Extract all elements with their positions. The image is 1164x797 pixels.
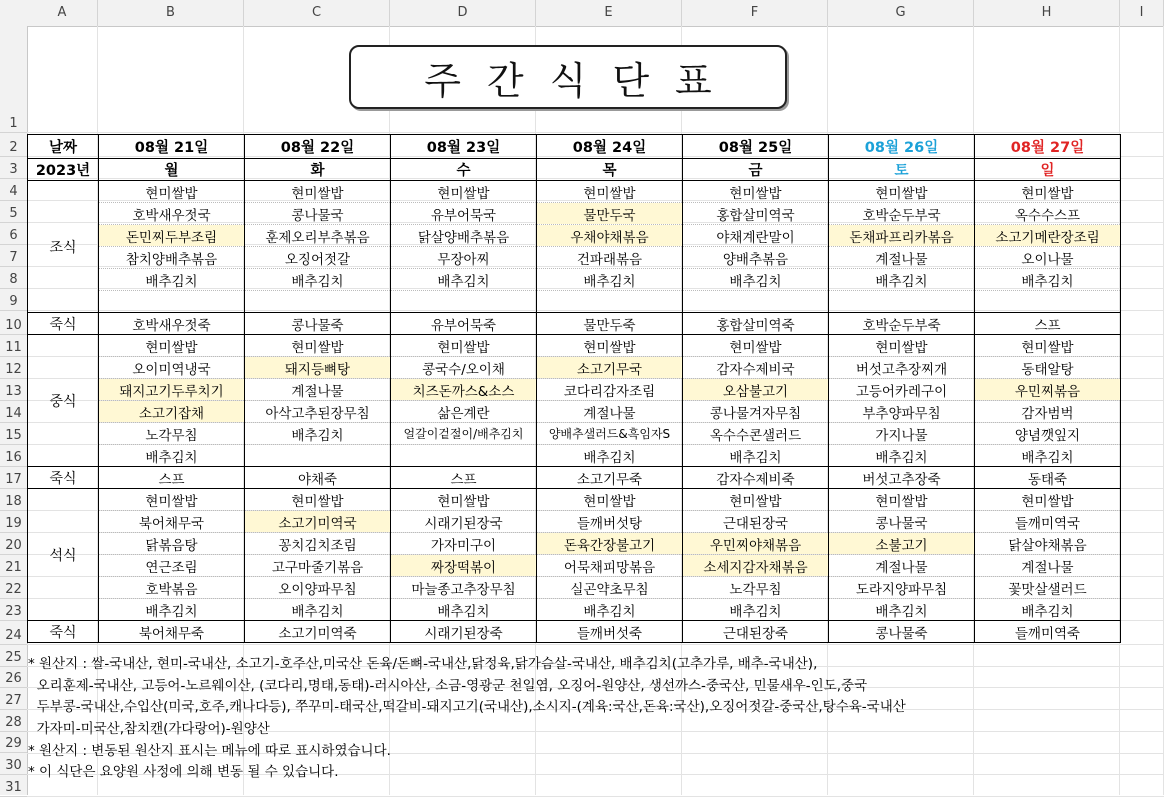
menu-item[interactable]: 현미쌀밥: [829, 181, 975, 203]
row-header-18[interactable]: 18: [0, 489, 27, 511]
menu-item[interactable]: 코다리감자조림: [537, 379, 683, 401]
porridge-item[interactable]: 들깨미역죽: [975, 621, 1121, 643]
menu-item[interactable]: 들깨버섯탕: [537, 511, 683, 533]
menu-item[interactable]: 배추김치: [391, 269, 537, 291]
menu-item[interactable]: 현미쌀밥: [975, 335, 1121, 357]
porridge-item[interactable]: 야채죽: [245, 467, 391, 489]
row-header-2[interactable]: 2: [0, 133, 27, 157]
row-header-28[interactable]: 28: [0, 710, 27, 732]
porridge-item[interactable]: 콩나물죽: [829, 621, 975, 643]
weekday-cell[interactable]: 토: [829, 159, 975, 181]
menu-item[interactable]: 얼갈이겉절이/배추김치: [391, 423, 537, 445]
menu-item[interactable]: 배추김치: [245, 599, 391, 621]
row-header-25[interactable]: 25: [0, 645, 27, 667]
column-header-f[interactable]: F: [682, 0, 828, 26]
menu-item[interactable]: [99, 291, 245, 313]
row-header-8[interactable]: 8: [0, 267, 27, 289]
menu-item[interactable]: 꽁치김치조림: [245, 533, 391, 555]
date-cell[interactable]: 08월 23일: [391, 135, 537, 159]
menu-item[interactable]: 버섯고추장찌개: [829, 357, 975, 379]
menu-item[interactable]: 노각무침: [683, 577, 829, 599]
menu-item[interactable]: 훈제오리부추볶음: [245, 225, 391, 247]
weekday-cell[interactable]: 일: [975, 159, 1121, 181]
menu-item[interactable]: 소고기메란장조림: [975, 225, 1121, 247]
menu-item[interactable]: [245, 291, 391, 313]
menu-item[interactable]: 현미쌀밥: [537, 335, 683, 357]
menu-item[interactable]: 계절나물: [829, 247, 975, 269]
column-header-c[interactable]: C: [244, 0, 390, 26]
porridge-item[interactable]: 물만두죽: [537, 313, 683, 335]
menu-item[interactable]: 계절나물: [537, 401, 683, 423]
menu-item[interactable]: 현미쌀밥: [537, 181, 683, 203]
menu-item[interactable]: 닭볶음탕: [99, 533, 245, 555]
menu-item[interactable]: 콩나물국: [245, 203, 391, 225]
menu-item[interactable]: 고등어카레구이: [829, 379, 975, 401]
row-header-20[interactable]: 20: [0, 533, 27, 555]
menu-item[interactable]: 양배추볶음: [683, 247, 829, 269]
menu-item[interactable]: 꽃맛살샐러드: [975, 577, 1121, 599]
menu-item[interactable]: 연근조림: [99, 555, 245, 577]
menu-item[interactable]: 현미쌀밥: [245, 489, 391, 511]
menu-item[interactable]: 닭살야채볶음: [975, 533, 1121, 555]
porridge-item[interactable]: 호박순두부죽: [829, 313, 975, 335]
menu-table: [27, 134, 1121, 643]
menu-item[interactable]: 돈채파프리카볶음: [829, 225, 975, 247]
row-header-19[interactable]: 19: [0, 511, 27, 533]
row-header-6[interactable]: 6: [0, 223, 27, 245]
date-cell[interactable]: 08월 26일: [829, 135, 975, 159]
menu-item[interactable]: 현미쌀밥: [829, 335, 975, 357]
menu-item[interactable]: 계절나물: [829, 555, 975, 577]
date-cell[interactable]: 08월 21일: [99, 135, 245, 159]
menu-item[interactable]: 현미쌀밥: [537, 489, 683, 511]
menu-item[interactable]: 호박순두부국: [829, 203, 975, 225]
date-cell[interactable]: 08월 25일: [683, 135, 829, 159]
menu-item[interactable]: 고구마줄기볶음: [245, 555, 391, 577]
menu-item[interactable]: 배추김치: [683, 269, 829, 291]
gridline: [27, 644, 1164, 645]
menu-item[interactable]: [391, 445, 537, 467]
row-header-15[interactable]: 15: [0, 423, 27, 445]
menu-item[interactable]: 배추김치: [829, 445, 975, 467]
menu-item[interactable]: 현미쌀밥: [99, 489, 245, 511]
menu-item[interactable]: 배추김치: [975, 269, 1121, 291]
menu-item[interactable]: 배추김치: [99, 445, 245, 467]
menu-item[interactable]: 배추김치: [99, 599, 245, 621]
menu-item[interactable]: [975, 291, 1121, 313]
menu-item[interactable]: 배추김치: [683, 599, 829, 621]
menu-item[interactable]: 소고기미역국: [245, 511, 391, 533]
menu-item[interactable]: 배추김치: [537, 269, 683, 291]
menu-item[interactable]: 현미쌀밥: [245, 335, 391, 357]
menu-item[interactable]: 참치양배추볶음: [99, 247, 245, 269]
menu-item[interactable]: 배추김치: [391, 599, 537, 621]
menu-item[interactable]: 시래기된장국: [391, 511, 537, 533]
note-line[interactable]: 두부콩-국내산,수입산(미국,호주,캐나다등), 쭈꾸미-태국산,떡갈비-돼지고기(국내산),소시지-(계육:국산,돈육:국산),오징어젓갈-중국산,탕수육-국내산: [28, 699, 906, 716]
notes: [28, 654, 906, 784]
menu-item[interactable]: [829, 291, 975, 313]
row-header-12[interactable]: 12: [0, 357, 27, 379]
row-header-3[interactable]: 3: [0, 157, 27, 179]
menu-item[interactable]: 배추김치: [975, 599, 1121, 621]
menu-item[interactable]: 현미쌀밥: [975, 181, 1121, 203]
menu-item[interactable]: 배추김치: [829, 269, 975, 291]
menu-item[interactable]: 치즈돈까스&소스: [391, 379, 537, 401]
menu-item[interactable]: 오이나물: [975, 247, 1121, 269]
weekday-cell[interactable]: 수: [391, 159, 537, 181]
column-header-b[interactable]: B: [98, 0, 244, 26]
column-header-bar: [0, 0, 1164, 27]
menu-item[interactable]: 가지나물: [829, 423, 975, 445]
gridline: [27, 132, 1164, 133]
note-line[interactable]: 가자미-미국산,참치캔(가다랑어)-원양산: [28, 721, 270, 738]
menu-item[interactable]: 감자범벅: [975, 401, 1121, 423]
menu-item[interactable]: 현미쌀밥: [975, 489, 1121, 511]
menu-item[interactable]: 소고기무국: [537, 357, 683, 379]
meal-label-lunch[interactable]: 중식: [28, 335, 99, 467]
menu-item[interactable]: 오이미역냉국: [99, 357, 245, 379]
menu-item[interactable]: 배추김치: [245, 269, 391, 291]
column-header-g[interactable]: G: [828, 0, 974, 26]
menu-item[interactable]: 물만두국: [537, 203, 683, 225]
menu-item[interactable]: 배추김치: [245, 423, 391, 445]
menu-item[interactable]: [683, 291, 829, 313]
row-header-5[interactable]: 5: [0, 201, 27, 223]
menu-item[interactable]: 마늘종고추장무침: [391, 577, 537, 599]
row-header-11[interactable]: 11: [0, 335, 27, 357]
menu-item[interactable]: 오이양파무침: [245, 577, 391, 599]
porridge-item[interactable]: 스프: [391, 467, 537, 489]
menu-item[interactable]: 현미쌀밥: [683, 489, 829, 511]
menu-item[interactable]: 실곤약초무침: [537, 577, 683, 599]
menu-item[interactable]: 도라지양파무침: [829, 577, 975, 599]
menu-item[interactable]: 소불고기: [829, 533, 975, 555]
menu-item[interactable]: 유부어묵국: [391, 203, 537, 225]
column-header-d[interactable]: D: [390, 0, 536, 26]
row-header-9[interactable]: 9: [0, 289, 27, 311]
row-header-24[interactable]: 24: [0, 621, 27, 645]
porridge-item[interactable]: 홍합살미역죽: [683, 313, 829, 335]
row-header-27[interactable]: 27: [0, 688, 27, 710]
meal-label-breakfast[interactable]: 조식: [28, 181, 99, 313]
porridge-item[interactable]: 소고기미역죽: [245, 621, 391, 643]
date-label[interactable]: 날짜: [28, 135, 99, 159]
meal-label-porridge[interactable]: 죽식: [28, 313, 99, 335]
menu-item[interactable]: 아삭고추된장무침: [245, 401, 391, 423]
row-header-31[interactable]: 31: [0, 775, 27, 797]
menu-item[interactable]: 현미쌀밥: [99, 181, 245, 203]
row-header-10[interactable]: 10: [0, 311, 27, 335]
menu-item[interactable]: 현미쌀밥: [99, 335, 245, 357]
menu-item[interactable]: 들깨미역국: [975, 511, 1121, 533]
menu-item[interactable]: 배추김치: [683, 445, 829, 467]
menu-item[interactable]: 우민찌야채볶음: [683, 533, 829, 555]
porridge-item[interactable]: 버섯고추장죽: [829, 467, 975, 489]
menu-item[interactable]: 돼지고기두루치기: [99, 379, 245, 401]
menu-item[interactable]: 옥수수스프: [975, 203, 1121, 225]
meal-label-porridge[interactable]: 죽식: [28, 621, 99, 643]
porridge-item[interactable]: 호박새우젓죽: [99, 313, 245, 335]
note-line[interactable]: 오리훈제-국내산, 고등어-노르웨이산, (코다리,명태,동태)-러시아산, 소금-영광군 천일염, 오징어-원양산, 생선까스-중국산, 민물새우-인도,중국: [28, 677, 868, 694]
row-header-30[interactable]: 30: [0, 754, 27, 776]
row-header-21[interactable]: 21: [0, 555, 27, 577]
year-label[interactable]: 2023년: [28, 159, 99, 181]
porridge-item[interactable]: 소고기무죽: [537, 467, 683, 489]
menu-item[interactable]: 닭살양배추볶음: [391, 225, 537, 247]
menu-item[interactable]: 소고기잡채: [99, 401, 245, 423]
row-header-13[interactable]: 13: [0, 379, 27, 401]
porridge-item[interactable]: 유부어묵죽: [391, 313, 537, 335]
row-header-29[interactable]: 29: [0, 732, 27, 754]
menu-item[interactable]: 돈육간장불고기: [537, 533, 683, 555]
menu-item[interactable]: 배추김치: [99, 269, 245, 291]
menu-item[interactable]: 무장아찌: [391, 247, 537, 269]
menu-item[interactable]: 배추김치: [975, 445, 1121, 467]
menu-item[interactable]: 돼지등뼈탕: [245, 357, 391, 379]
row-header-14[interactable]: 14: [0, 401, 27, 423]
menu-item[interactable]: 감자수제비국: [683, 357, 829, 379]
porridge-item[interactable]: 동태죽: [975, 467, 1121, 489]
menu-item[interactable]: 부추양파무침: [829, 401, 975, 423]
porridge-item[interactable]: 스프: [975, 313, 1121, 335]
porridge-item[interactable]: 근대된장죽: [683, 621, 829, 643]
menu-item[interactable]: 오징어젓갈: [245, 247, 391, 269]
menu-item[interactable]: 호박새우젓국: [99, 203, 245, 225]
porridge-item[interactable]: 시래기된장죽: [391, 621, 537, 643]
column-header-a[interactable]: A: [27, 0, 98, 26]
note-line[interactable]: * 이 식단은 요양원 사정에 의해 변동 될 수 있습니다.: [28, 764, 339, 781]
date-cell[interactable]: 08월 24일: [537, 135, 683, 159]
menu-item[interactable]: 현미쌀밥: [683, 335, 829, 357]
row-header-22[interactable]: 22: [0, 577, 27, 599]
menu-item[interactable]: 소세지감자채볶음: [683, 555, 829, 577]
title-box[interactable]: [349, 45, 787, 109]
menu-item[interactable]: 노각무침: [99, 423, 245, 445]
menu-item[interactable]: 동태알탕: [975, 357, 1121, 379]
menu-item[interactable]: 건파래볶음: [537, 247, 683, 269]
weekday-cell[interactable]: 금: [683, 159, 829, 181]
meal-label-porridge[interactable]: 죽식: [28, 467, 99, 489]
porridge-item[interactable]: 콩나물죽: [245, 313, 391, 335]
row-header-23[interactable]: 23: [0, 599, 27, 621]
menu-item[interactable]: 짜장떡볶이: [391, 555, 537, 577]
porridge-item[interactable]: 들깨버섯죽: [537, 621, 683, 643]
menu-item[interactable]: 삶은계란: [391, 401, 537, 423]
page-title: 주간식단표: [424, 58, 738, 103]
menu-item[interactable]: 콩국수/오이채: [391, 357, 537, 379]
weekday-cell[interactable]: 화: [245, 159, 391, 181]
menu-item[interactable]: 콩나물국: [829, 511, 975, 533]
column-header-e[interactable]: E: [536, 0, 682, 26]
row-header-17[interactable]: 17: [0, 467, 27, 489]
date-cell[interactable]: 08월 27일: [975, 135, 1121, 159]
menu-item[interactable]: 양념깻잎지: [975, 423, 1121, 445]
column-header-h[interactable]: H: [974, 0, 1120, 26]
menu-item[interactable]: 북어채무국: [99, 511, 245, 533]
menu-item[interactable]: 옥수수콘샐러드: [683, 423, 829, 445]
menu-item[interactable]: 우민찌볶음: [975, 379, 1121, 401]
menu-item[interactable]: 계절나물: [245, 379, 391, 401]
menu-item[interactable]: [537, 291, 683, 313]
menu-item[interactable]: 오삼불고기: [683, 379, 829, 401]
porridge-item[interactable]: 북어채무죽: [99, 621, 245, 643]
menu-item[interactable]: 현미쌀밥: [829, 489, 975, 511]
note-line[interactable]: * 원산지 : 변동된 원산지 표시는 메뉴에 따로 표시하였습니다.: [28, 742, 391, 759]
menu-item[interactable]: 현미쌀밥: [391, 335, 537, 357]
menu-item[interactable]: [245, 445, 391, 467]
row-header-bar: [0, 26, 28, 795]
menu-item[interactable]: 계절나물: [975, 555, 1121, 577]
row-header-26[interactable]: 26: [0, 667, 27, 689]
porridge-item[interactable]: 감자수제비죽: [683, 467, 829, 489]
menu-item[interactable]: 배추김치: [537, 599, 683, 621]
meal-label-dinner[interactable]: 석식: [28, 489, 99, 621]
menu-item[interactable]: 양배추샐러드&흑임자S: [537, 423, 683, 445]
menu-item[interactable]: 콩나물겨자무침: [683, 401, 829, 423]
menu-item[interactable]: 근대된장국: [683, 511, 829, 533]
porridge-item[interactable]: 스프: [99, 467, 245, 489]
row-header-4[interactable]: 4: [0, 179, 27, 201]
menu-item[interactable]: 우채야채볶음: [537, 225, 683, 247]
row-header-1[interactable]: 1: [0, 26, 27, 133]
weekday-cell[interactable]: 목: [537, 159, 683, 181]
menu-item[interactable]: 현미쌀밥: [391, 181, 537, 203]
menu-item[interactable]: 현미쌀밥: [683, 181, 829, 203]
weekday-cell[interactable]: 월: [99, 159, 245, 181]
menu-item[interactable]: [391, 291, 537, 313]
menu-item[interactable]: 배추김치: [829, 599, 975, 621]
menu-item[interactable]: 호박볶음: [99, 577, 245, 599]
note-line[interactable]: * 원산지 : 쌀-국내산, 현미-국내산, 소고기-호주산,미국산 돈육/돈뼈-국내산,닭정육,닭가슴살-국내산, 배추김치(고추가루, 배추-국내산),: [28, 656, 818, 672]
menu-item[interactable]: 배추김치: [537, 445, 683, 467]
column-header-i[interactable]: I: [1120, 0, 1164, 26]
menu-item[interactable]: 돈민찌두부조림: [99, 225, 245, 247]
menu-item[interactable]: 야채계란말이: [683, 225, 829, 247]
menu-item[interactable]: 홍합살미역국: [683, 203, 829, 225]
menu-item[interactable]: 어묵채피망볶음: [537, 555, 683, 577]
menu-item[interactable]: 현미쌀밥: [245, 181, 391, 203]
menu-item[interactable]: 현미쌀밥: [391, 489, 537, 511]
menu-item[interactable]: 가자미구이: [391, 533, 537, 555]
date-cell[interactable]: 08월 22일: [245, 135, 391, 159]
row-header-7[interactable]: 7: [0, 245, 27, 267]
row-header-16[interactable]: 16: [0, 445, 27, 467]
